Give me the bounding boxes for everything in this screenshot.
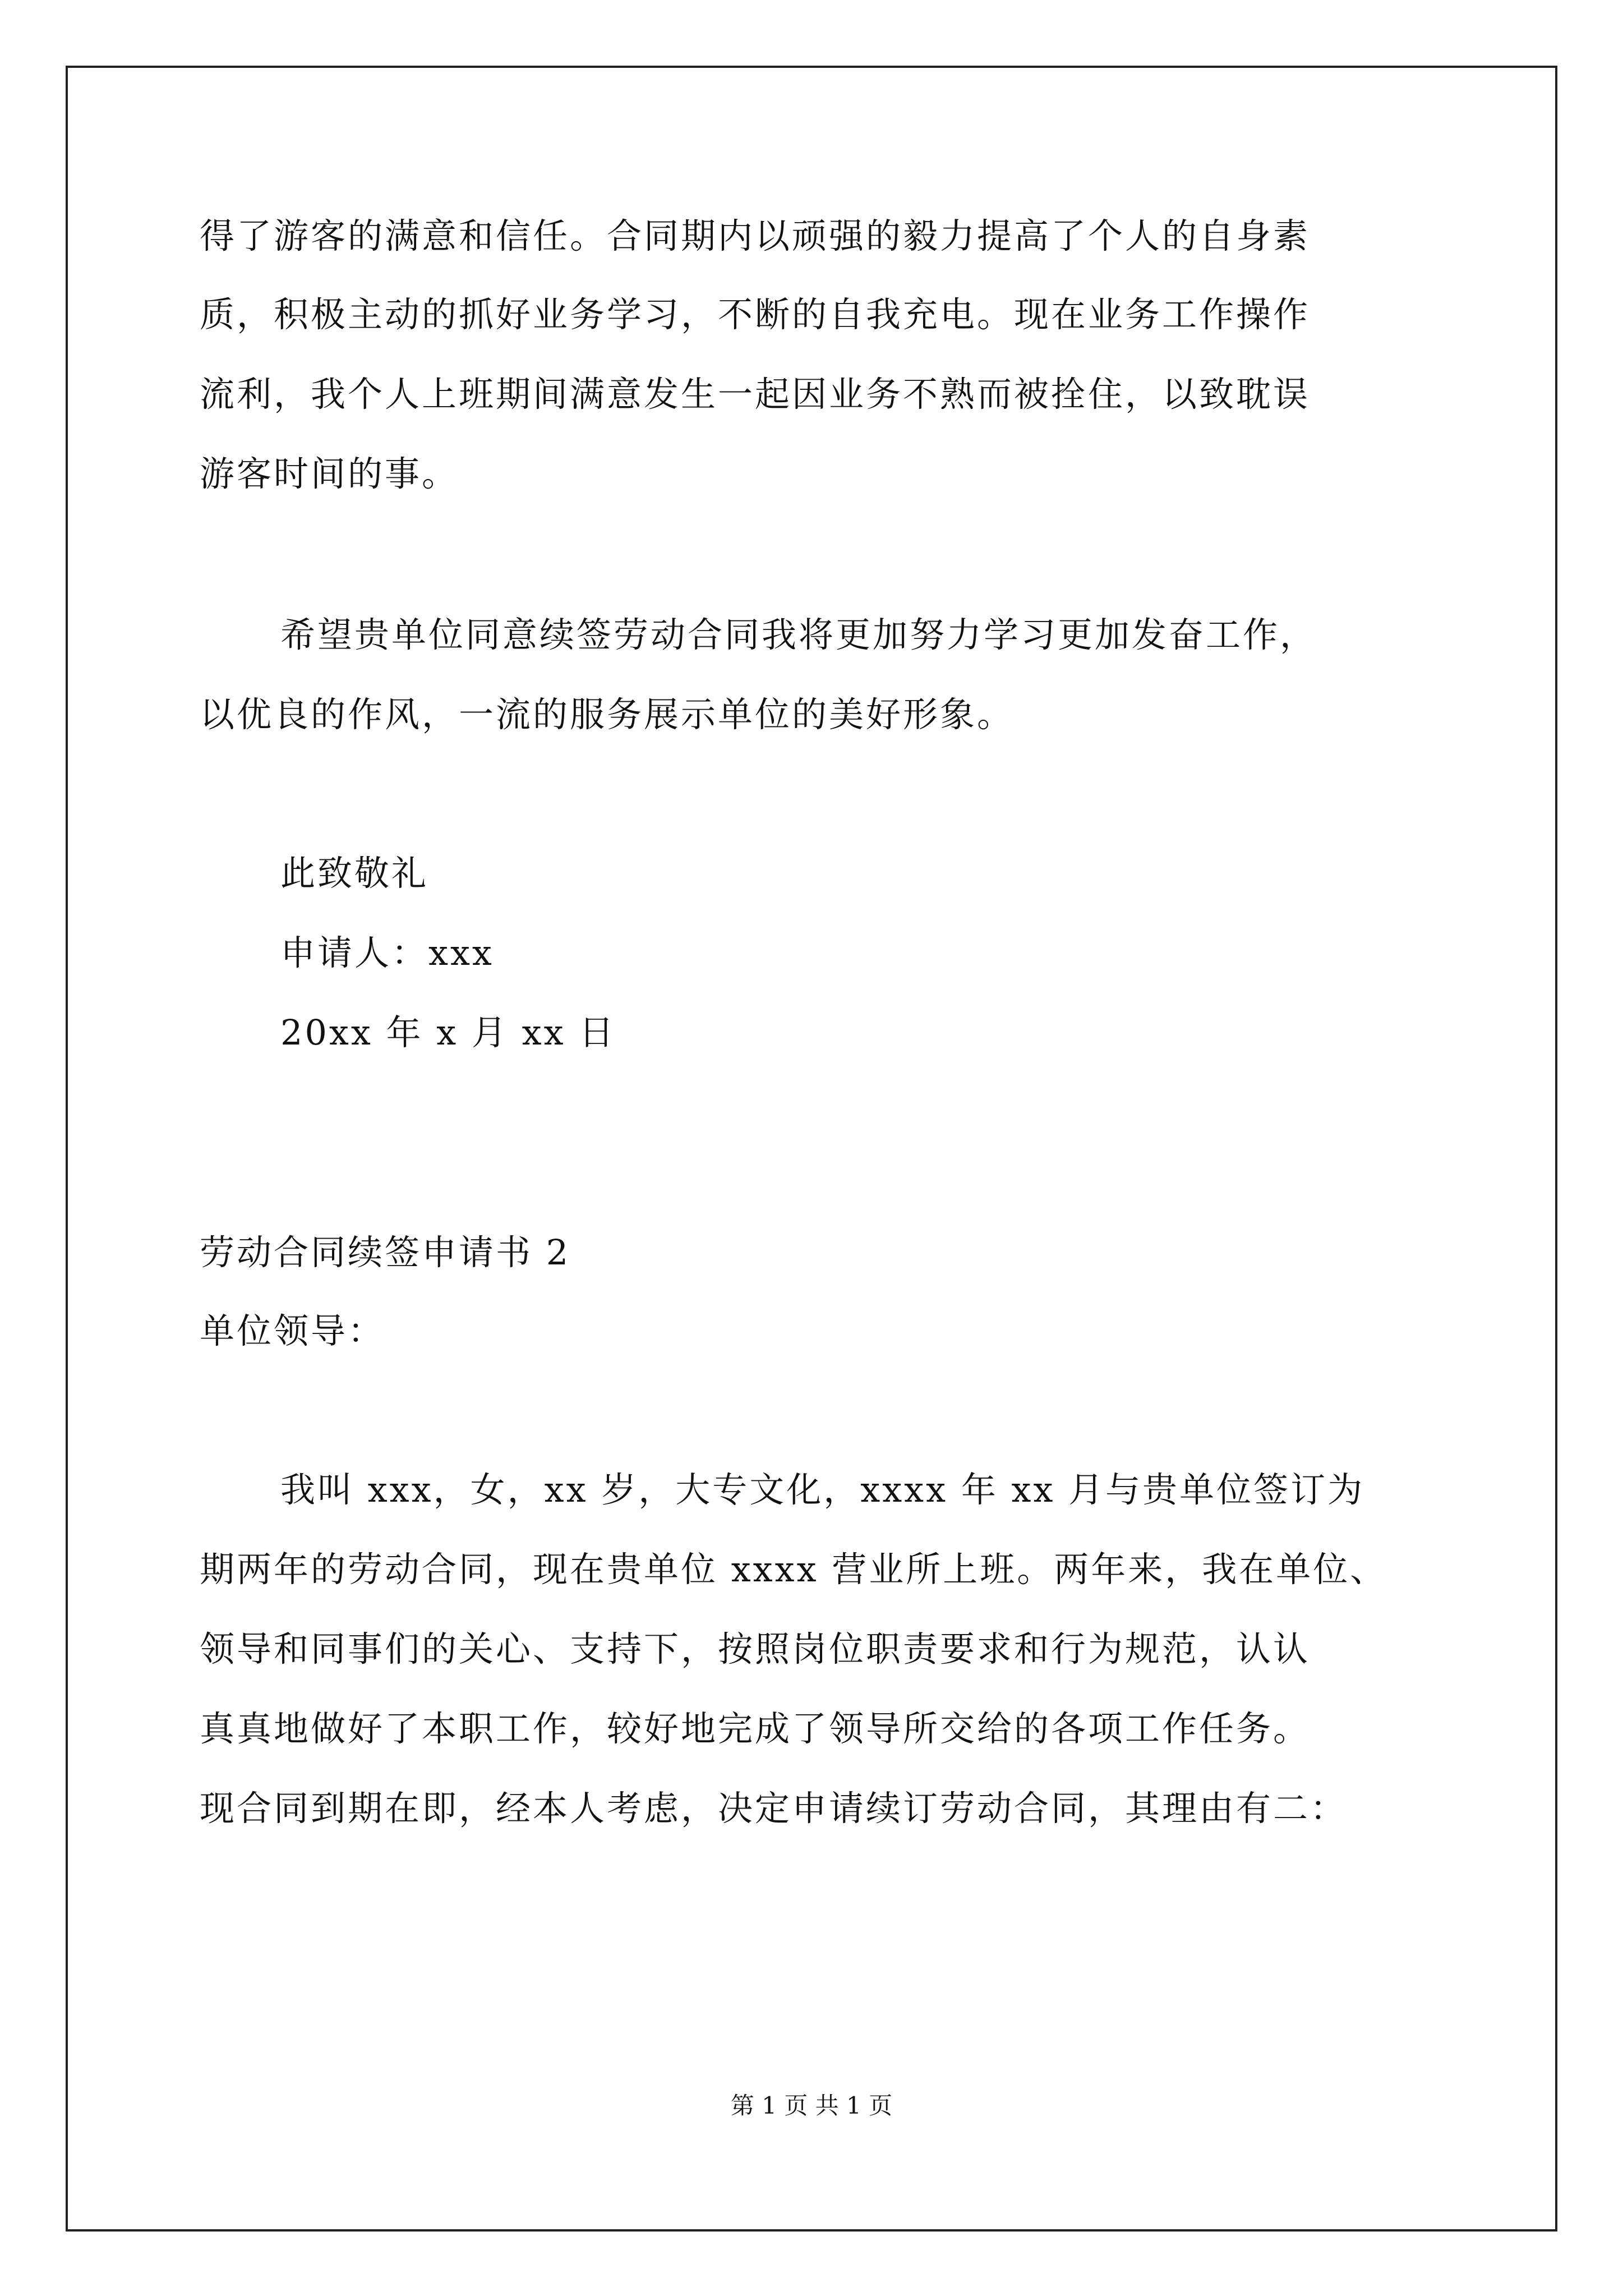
page-number-footer: 第 1 页 共 1 页: [730, 2092, 893, 2119]
section-heading: 劳动合同续签申请书 2: [200, 1232, 571, 1273]
date-line: 20xx 年 x 月 xx 日: [280, 1012, 616, 1053]
paragraph-line-16: 现合同到期在即，经本人考虑，决定申请续订劳动合同，其理由有二：: [200, 1788, 1348, 1829]
paragraph-line-5: 希望贵单位同意续签劳动合同我将更加努力学习更加发奋工作，: [280, 614, 1317, 655]
addressee-line: 单位领导：: [200, 1310, 385, 1351]
paragraph-line-4: 游客时间的事。: [200, 453, 459, 494]
paragraph-line-6: 以优良的作风，一流的服务展示单位的美好形象。: [200, 694, 1015, 735]
paragraph-line-2: 质，积极主动的抓好业务学习，不断的自我充电。现在业务工作操作: [200, 294, 1311, 335]
paragraph-line-14: 领导和同事们的关心、支持下，按照岗位职责要求和行为规范，认认: [200, 1628, 1311, 1669]
closing-salutation: 此致敬礼: [280, 853, 429, 894]
paragraph-line-12: 我叫 xxx，女，xx 岁，大专文化，xxxx 年 xx 月与贵单位签订为: [280, 1469, 1365, 1510]
paragraph-line-3: 流利，我个人上班期间满意发生一起因业务不熟而被拴住，以致耽误: [200, 374, 1311, 415]
paragraph-line-1: 得了游客的满意和信任。合同期内以顽强的毅力提高了个人的自身素: [200, 215, 1311, 256]
paragraph-line-13: 期两年的劳动合同，现在贵单位 xxxx 营业所上班。两年来，我在单位、: [200, 1549, 1387, 1590]
applicant-line: 申请人：xxx: [280, 932, 494, 973]
paragraph-line-15: 真真地做好了本职工作，较好地完成了领导所交给的各项工作任务。: [200, 1708, 1311, 1749]
